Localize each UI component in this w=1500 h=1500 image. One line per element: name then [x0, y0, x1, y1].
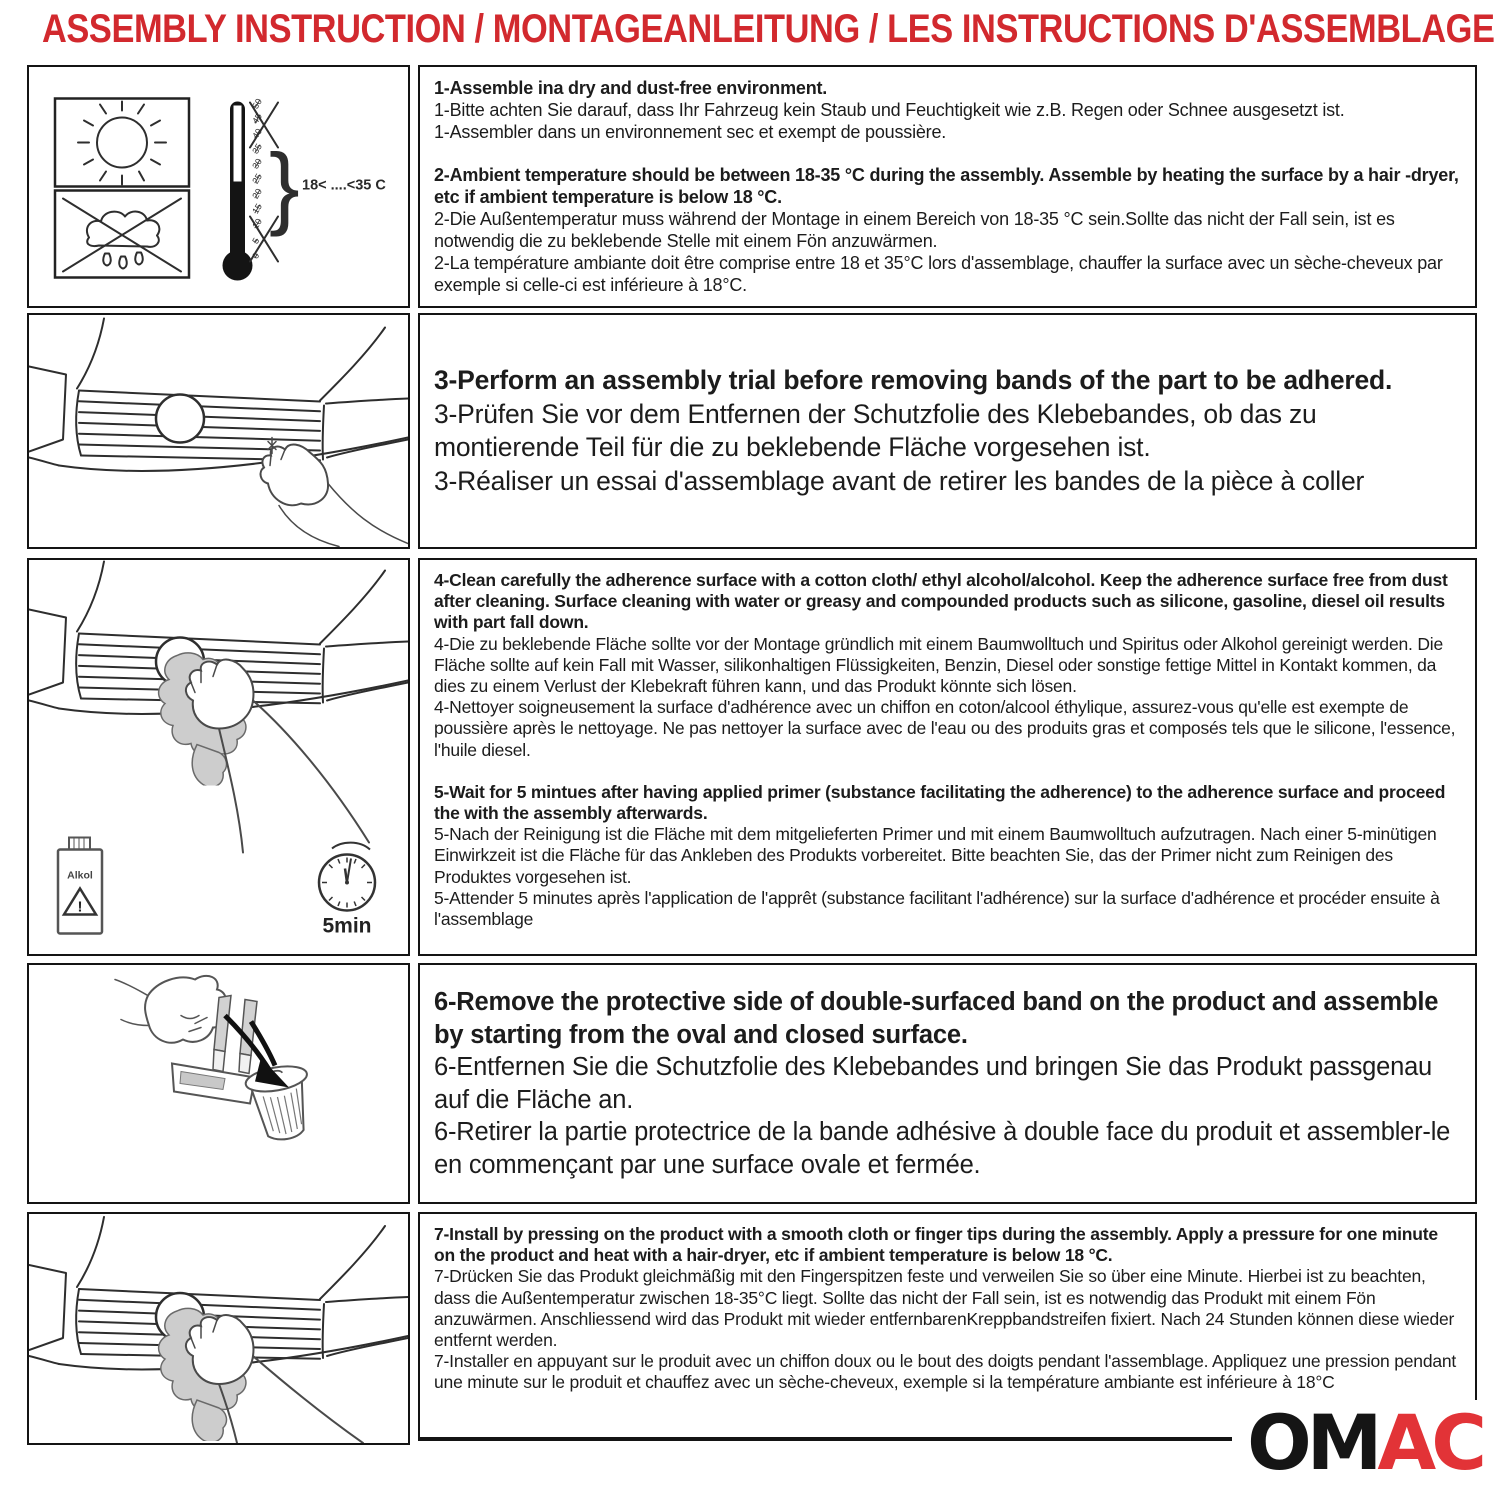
- svg-text:10: 10: [250, 216, 265, 231]
- instruction-line: 3-Perform an assembly trial before removing bands of the part to be adhered.: [434, 365, 1393, 395]
- instruction-line: 4-Die zu beklebende Fläche sollte vor der Montage gründlich mit einem Baumwolltuch und Spiritus oder Alkohol gereinigt werden. Die Fläche sollte auf kein Fall mit Wasser, silikonhaltigen Flüssigkeiten, Benzin, Diesel oder sonstige fettige Mittel in Kontakt kommen, da dies zu einem Verlust der Klebekraft führen kann, und das Produkt könnte sich lösen.: [434, 633, 1444, 697]
- step-3-textbox: [418, 313, 1477, 549]
- page-title: ASSEMBLY INSTRUCTION / MONTAGEANLEITUNG / LES INSTRUCTIONS D'ASSEMBLAGE: [42, 7, 1495, 51]
- instruction-line: 4-Clean carefully the adherence surface with a cotton cloth/ ethyl alcohol/alcohol. Keep the adherence surface free from dust after cleaning. Surface cleaning with water or greasy and compounded products such as silicone, gasoline, diesel oil results with part fall down.: [434, 570, 1448, 633]
- instruction-line: 7-Installer en appuyant sur le produit avec un chiffon doux ou le bout des doigts pendant l'assemblage. Appliquez une pression pendant une minute sur le produit et chauffez avec un sèche-cheveux, exemple si la température ambiante est inférieure à 18°C: [434, 1351, 1457, 1393]
- instruction-line: 1-Bitte achten Sie darauf, dass Ihr Fahrzeug kein Staub und Feuchtigkeit wie z.B. Regen oder Schnee ausgesetzt ist.: [434, 100, 1345, 120]
- instruction-line: 5-Nach der Reinigung ist die Fläche mit dem mitgelieferten Primer und mit einem Baumwolltuch aufzutragen. Nach einer 5-minütigen Einwirkzeit ist die Fläche für das Ankleben des Produkts vorbereitet. Bitte beachten Sie, das der Primer nicht zum Reinigen des Produktes vorgesehen ist.: [434, 824, 1437, 887]
- environment-temperature-illustration: [27, 65, 410, 308]
- peeling-hand-icon: [115, 976, 226, 1043]
- svg-text:40: 40: [250, 126, 265, 141]
- sun-frame: [55, 99, 189, 187]
- instruction-line: 5-Attender 5 minutes après l'application de l'apprêt (substance facilitant l'adhérence) sur la surface d'adhérence et procéder ensuite à l'assemblage: [434, 887, 1440, 930]
- bottle-label: Alkol: [67, 869, 93, 882]
- instruction-line: 6-Entfernen Sie die Schutzfolie des Klebebandes und bringen Sie das Produkt passgenau auf die Fläche an.: [434, 1053, 1433, 1114]
- thermometer-icon: [223, 102, 253, 281]
- instruction-line: 7-Drücken Sie das Produkt gleichmäßig mit den Fingerspitzen feste und verweilen Sie so über eine Minute. Hierbei ist zu beachten, dass die Außentemperatur zwischen 18-35°C liegt. Sollte das nicht der Fall sein, ist es notwendig das Produkt mit einem Fön anzuwärmen. Anschliessend wird das Produkt mit wieder entfernbarenKreppbandstreifen fixiert. Nach 24 Stunden können diese wieder entfernt werden.: [434, 1266, 1455, 1351]
- instruction-line: 5-Wait for 5 mintues after having applied primer (substance facilitating the adherence) to the adherence surface and proceed the with the assembly afterwards.: [434, 781, 1446, 824]
- car-grille-illustration: [29, 319, 408, 471]
- clock-icon: [319, 843, 375, 938]
- temperature-range-label: 18< ....<35 C: [302, 177, 386, 194]
- omac-logo-red: AC: [1377, 1398, 1482, 1487]
- step-6-textbox: [418, 963, 1477, 1204]
- svg-text:30: 30: [250, 156, 265, 171]
- instruction-line: 6-Remove the protective side of double-surfaced band on the product and assemble by starting from the oval and closed surface.: [434, 988, 1439, 1049]
- step-1-2-textbox: [418, 65, 1477, 308]
- pressing-cloth-hand-icon: [159, 1308, 254, 1442]
- instruction-line: 1-Assemble ina dry and dust-free environment.: [434, 78, 828, 98]
- svg-text:25: 25: [250, 171, 265, 186]
- svg-text:45: 45: [250, 111, 265, 126]
- brace-glyph: }: [269, 135, 300, 238]
- instruction-line: 1-Assembler dans un environnement sec et exempt de poussière.: [434, 122, 947, 142]
- cleaning-cloth-hand-icon: [159, 653, 254, 787]
- svg-text:15: 15: [250, 201, 265, 216]
- svg-text:35: 35: [250, 141, 265, 156]
- peel-band-illustration: [27, 963, 410, 1204]
- hand-icon: [261, 438, 408, 547]
- protective-band-strips: [213, 996, 257, 1074]
- clock-duration-label: 5min: [322, 914, 372, 938]
- instruction-line: 2-Die Außentemperatur muss während der Montage in einem Bereich von 18-35 °C sein.Sollte das nicht der Fall sein, ist es notwendig die zu beklebende Stelle mit einem Fön anzuwärmen.: [434, 209, 1395, 251]
- instruction-line: 3-Réaliser un essai d'assemblage avant de retirer les bandes de la pièce à coller: [434, 465, 1365, 496]
- trial-fit-illustration: [27, 313, 410, 549]
- omac-logo: [1232, 1400, 1482, 1486]
- svg-text:5: 5: [250, 236, 262, 246]
- omac-logo-black: OM: [1247, 1398, 1378, 1487]
- instruction-line: 3-Prüfen Sie vor dem Entfernen der Schutzfolie des Klebebandes, ob das zu montierende Teil für die zu beklebende Fläche vorgesehen ist.: [434, 398, 1317, 462]
- instruction-line: 2-Ambient temperature should be between 18-35 °C during the assembly. Assemble by heating the surface by a hair -dryer, etc if ambient temperature is below 18 °C.: [434, 165, 1459, 207]
- svg-text:50: 50: [250, 96, 265, 111]
- step-4-5-textbox: [418, 558, 1477, 956]
- svg-text:0: 0: [250, 251, 262, 261]
- instruction-line: 6-Retirer la partie protectrice de la bande adhésive à double face du produit et assembler-le en commençant par une surface ovale et fermée.: [434, 1118, 1451, 1179]
- instruction-line: 7-Install by pressing on the product with a smooth cloth or finger tips during the assembly. Apply a pressure for one minute on the product and heat with a hair-dryer, etc if ambient temperature is below 18 °C.: [434, 1224, 1438, 1266]
- press-install-illustration: [27, 1212, 410, 1445]
- instruction-line: 4-Nettoyer soigneusement la surface d'adhérence avec un chiffon en coton/alcool éthylique, assurez-vous qu'elle est exempte de poussière après le nettoyage. Ne pas nettoyer la surface avec de l'eau ou des produits gras et composés tels que le silicone, l'essence, l'huile diesel.: [434, 697, 1456, 760]
- alcohol-bottle-icon: [58, 838, 102, 934]
- instruction-line: 2-La température ambiante doit être comprise entre 18 et 35°C lors d'assemblage, chauffer la surface avec un sèche-cheveux par exemple si celle-ci est inférieure à 18°C.: [434, 253, 1443, 295]
- svg-text:20: 20: [250, 186, 265, 201]
- trash-can-icon: [244, 1062, 318, 1144]
- cleaning-illustration: [27, 558, 410, 956]
- warning-exclamation: !: [77, 898, 83, 916]
